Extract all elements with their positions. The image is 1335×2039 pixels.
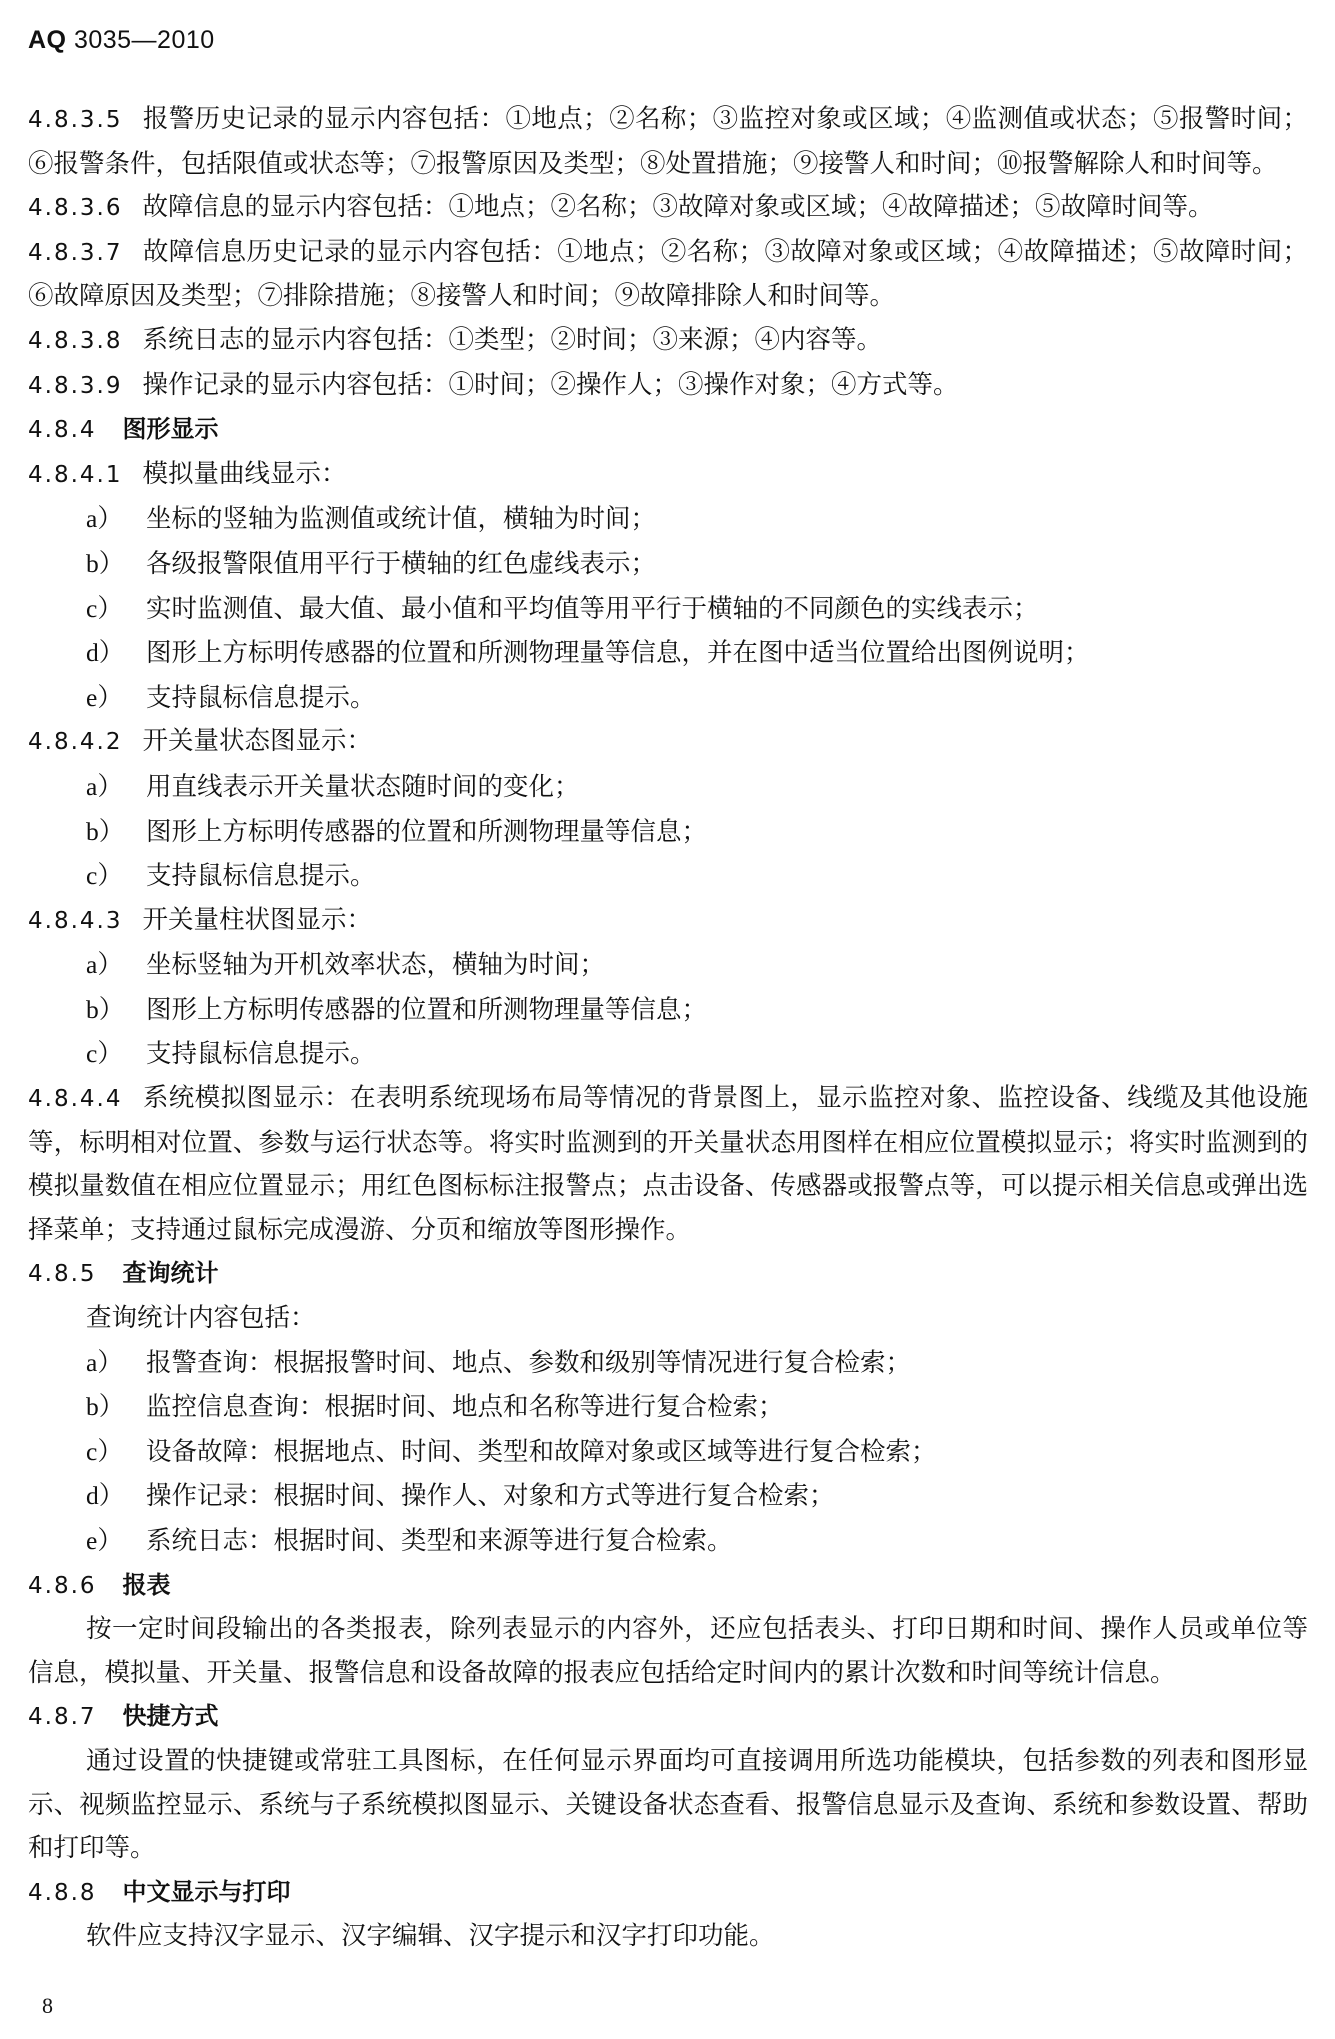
- list-item: [28, 1385, 1308, 1430]
- clause-text: 系统日志的显示内容包括：①类型；②时间；③来源；④内容等。: [142, 324, 882, 355]
- list-item-label: e）: [86, 1526, 123, 1555]
- list-item-text: 监控信息查询：根据时间、地点和名称等进行复合检索；: [146, 1392, 784, 1423]
- standard-code-prefix: AQ: [28, 26, 67, 54]
- list-item-label: d）: [86, 638, 125, 668]
- list-item-text: 图形上方标明传感器的位置和所测物理量等信息；: [146, 816, 708, 847]
- list-item-text: 支持鼠标信息提示。: [146, 1039, 376, 1070]
- clause-number: 4.8.4.1: [28, 461, 123, 488]
- clause-4-8-3-6: [28, 186, 1308, 231]
- document-body: [28, 98, 1308, 1959]
- section-heading-4-8-7: [28, 1695, 1308, 1740]
- list-item-label: a）: [86, 1347, 123, 1377]
- list-item: [28, 1341, 1308, 1386]
- list-item: [28, 765, 1308, 810]
- clause-4-8-4-3: [28, 899, 1308, 944]
- clause-number: 4.8.3.5: [28, 107, 123, 133]
- list-item-text: 坐标的竖轴为监测值或统计值，横轴为时间；: [146, 504, 657, 535]
- list-item-text: 用直线表示开关量状态随时间的变化；: [146, 771, 580, 802]
- list-item: [28, 988, 1308, 1033]
- list-item-label: b）: [86, 1392, 125, 1422]
- list-item: [28, 676, 1308, 721]
- list-item-text: 报警查询：根据报警时间、地点、参数和级别等情况进行复合检索；: [146, 1347, 912, 1378]
- list-item-text: 设备故障：根据地点、时间、类型和故障对象或区域等进行复合检索；: [146, 1436, 937, 1467]
- list-item-label: c）: [86, 1039, 123, 1069]
- list-item: [28, 943, 1308, 988]
- clause-text: 报警历史记录的显示内容包括：①地点；②名称；③监控对象或区域；④监测值或状态；⑤报警时间；⑥报警条件，包括限值或状态等；⑦报警原因及类型；⑧处置措施；⑨接警人和时间；⑩报警解除人和时间等。: [28, 104, 1308, 179]
- list-item: [28, 1474, 1308, 1519]
- clause-number: 4.8.4.4: [28, 1086, 123, 1113]
- section-number: 4.8.8: [28, 1879, 97, 1906]
- list-item-label: b）: [86, 816, 125, 846]
- section-body-text: 软件应支持汉字显示、汉字编辑、汉字提示和汉字打印功能。: [86, 1921, 775, 1952]
- clause-text: 操作记录的显示内容包括：①时间；②操作人；③操作对象；④方式等。: [142, 369, 959, 400]
- clause-number: 4.8.3.7: [28, 239, 123, 266]
- section-heading-4-8-4: [28, 408, 1308, 453]
- clause-text: 模拟量曲线显示：: [142, 458, 347, 489]
- list-item-label: b）: [86, 548, 125, 578]
- list-item: [28, 1430, 1308, 1475]
- clause-text: 开关量柱状图显示：: [142, 904, 372, 935]
- clause-4-8-4-1: [28, 453, 1308, 498]
- list-item: [28, 587, 1308, 632]
- list-item-text: 支持鼠标信息提示。: [146, 682, 376, 713]
- list-item-label: a）: [86, 504, 123, 534]
- clause-number: 4.8.4.2: [28, 729, 123, 756]
- section-number: 4.8.6: [28, 1572, 97, 1599]
- list-item: [28, 497, 1308, 542]
- list-item: [28, 810, 1308, 855]
- clause-text: 系统模拟图显示：在表明系统现场布局等情况的背景图上，显示监控对象、监控设备、线缆及其他设施等，标明相对位置、参数与运行状态等。将实时监测到的开关量状态用图样在相应位置模拟显示；将实时监测到的模拟量数值在相应位置显示；用红色图标标注报警点；点击设备、传感器或报警点等，可以提示相关信息或弹出选择菜单；支持通过鼠标完成漫游、分页和缩放等图形操作。: [28, 1083, 1308, 1245]
- section-title: 报表: [122, 1570, 171, 1599]
- clause-number: 4.8.4.3: [28, 907, 123, 934]
- standard-code-number: 3035—2010: [66, 26, 215, 54]
- list-item-label: c）: [86, 593, 123, 623]
- list-item-label: a）: [86, 950, 123, 980]
- clause-number: 4.8.3.9: [28, 372, 123, 399]
- standard-code-header: [28, 26, 215, 55]
- clause-4-8-4-2: [28, 720, 1308, 765]
- section-intro: 查询统计内容包括：: [86, 1303, 316, 1334]
- clause-text: 故障信息历史记录的显示内容包括：①地点；②名称；③故障对象或区域；④故障描述；⑤故障时间；⑥故障原因及类型；⑦排除措施；⑧接警人和时间；⑨故障排除人和时间等。: [28, 236, 1308, 312]
- page-number: 8: [42, 1993, 53, 2018]
- list-item-label: c）: [86, 861, 123, 891]
- clause-4-8-4-4: [28, 1077, 1308, 1252]
- section-heading-4-8-8: [28, 1871, 1308, 1916]
- list-item-label: b）: [86, 994, 125, 1024]
- list-item-text: 坐标竖轴为开机效率状态，横轴为时间；: [146, 950, 606, 981]
- list-item: [28, 1519, 1308, 1564]
- clause-text: 开关量状态图显示：: [142, 726, 372, 757]
- clause-number: 4.8.3.8: [28, 327, 123, 354]
- section-number: 4.8.7: [28, 1704, 97, 1731]
- section-heading-4-8-5: [28, 1252, 1308, 1297]
- list-item: [28, 854, 1308, 899]
- list-item: [28, 631, 1308, 676]
- list-item-text: 图形上方标明传感器的位置和所测物理量等信息，并在图中适当位置给出图例说明；: [146, 638, 1090, 669]
- clause-4-8-3-7: [28, 231, 1308, 319]
- list-item-text: 系统日志：根据时间、类型和来源等进行复合检索。: [146, 1526, 733, 1556]
- clause-text: 故障信息的显示内容包括：①地点；②名称；③故障对象或区域；④故障描述；⑤故障时间等。: [142, 192, 1214, 223]
- list-item-label: e）: [86, 682, 123, 712]
- list-item-text: 支持鼠标信息提示。: [146, 861, 376, 892]
- section-title: 图形显示: [122, 415, 219, 444]
- list-item-label: d）: [86, 1481, 125, 1511]
- clause-number: 4.8.3.6: [28, 195, 123, 222]
- section-body-text: 通过设置的快捷键或常驻工具图标，在任何显示界面均可直接调用所选功能模块，包括参数的列表和图形显示、视频监控显示、系统与子系统模拟图显示、关键设备状态查看、报警信息显示及查询、系统和参数设置、帮助和打印等。: [28, 1745, 1308, 1864]
- clause-4-8-3-9: [28, 364, 1308, 409]
- section-body-text: 按一定时间段输出的各类报表，除列表显示的内容外，还应包括表头、打印日期和时间、操作人员或单位等信息，模拟量、开关量、报警信息和设备故障的报表应包括给定时间内的累计次数和时间等统计信息。: [28, 1614, 1308, 1688]
- section-number: 4.8.4: [28, 417, 97, 444]
- list-item-label: a）: [86, 771, 123, 801]
- list-item-text: 实时监测值、最大值、最小值和平均值等用平行于横轴的不同颜色的实线表示；: [146, 593, 1039, 624]
- section-heading-4-8-6: [28, 1564, 1308, 1609]
- list-item-text: 图形上方标明传感器的位置和所测物理量等信息；: [146, 994, 708, 1025]
- section-title: 中文显示与打印: [122, 1877, 291, 1906]
- clause-4-8-3-8: [28, 319, 1308, 364]
- list-item: [28, 1032, 1308, 1077]
- list-item-text: 操作记录：根据时间、操作人、对象和方式等进行复合检索；: [146, 1481, 835, 1512]
- list-item-text: 各级报警限值用平行于横轴的红色虚线表示；: [146, 548, 657, 579]
- clause-4-8-3-5: [28, 98, 1308, 186]
- list-item-label: c）: [86, 1436, 123, 1466]
- section-title: 查询统计: [122, 1259, 219, 1288]
- section-title: 快捷方式: [122, 1702, 219, 1731]
- list-item: [28, 542, 1308, 587]
- section-number: 4.8.5: [28, 1261, 97, 1288]
